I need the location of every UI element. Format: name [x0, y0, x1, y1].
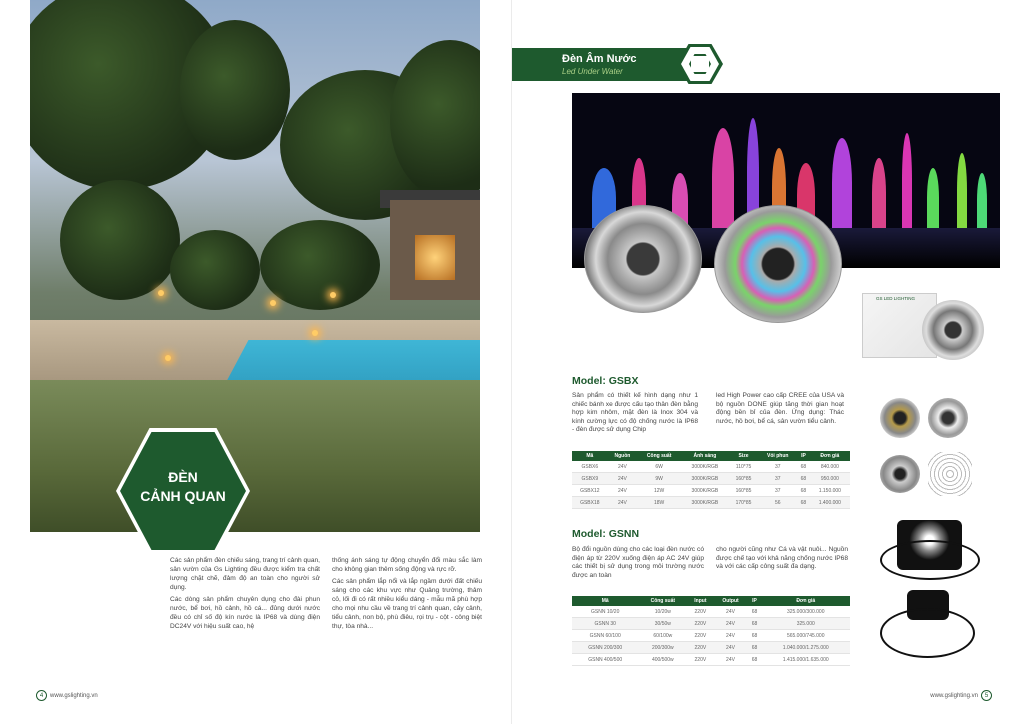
table-row [572, 630, 850, 642]
table-cell: 840.000 [810, 461, 850, 473]
table-header-cell: Đơn giá [761, 596, 850, 606]
product-light-box [922, 300, 984, 360]
table-cell: 12W [637, 485, 681, 497]
table-header-cell: Vỏi phun [758, 451, 797, 461]
table-cell: GSBX18 [572, 497, 608, 509]
table-cell: 565.000/745.000 [761, 630, 850, 642]
table-cell: 68 [797, 473, 810, 485]
table-cell: 68 [748, 642, 762, 654]
table-cell: 10/20w [638, 606, 687, 618]
table-cell: 325.000 [761, 618, 850, 630]
footer-right [930, 690, 992, 701]
table-cell: 37 [758, 473, 797, 485]
table-cell: 18W [637, 497, 681, 509]
table-cell: 1.415.000/1.635.000 [761, 654, 850, 666]
table-header-cell: IP [797, 451, 810, 461]
table-cell: 1.150.000 [810, 485, 850, 497]
table-cell: 170*85 [729, 497, 759, 509]
paragraph: Các dòng sản phẩm chuyên dụng cho đài phun nước, bể bơi, hồ cảnh, hồ cá... đủng dưới nước đều có chỉ số độ kín nước là IP68 và dùng điện DC24V với hiệu suất cao, hệ [170, 596, 320, 630]
table-cell: 24V [608, 497, 638, 509]
table-cell: GSBX12 [572, 485, 608, 497]
table-header-cell: Mã [572, 596, 638, 606]
table-cell: 56 [758, 497, 797, 509]
gsbx-spec-table [572, 451, 850, 509]
table-header-cell: Input [687, 596, 713, 606]
model-gsbx-title: Model: GSBX [572, 375, 639, 387]
landscape-photo [30, 0, 480, 532]
table-cell: GSBX9 [572, 473, 608, 485]
table-cell: 68 [748, 630, 762, 642]
website-link[interactable]: www.gslighting.vn [930, 692, 978, 699]
thumb-gsbx-drawing [928, 452, 972, 496]
page-number: 4 [36, 690, 47, 701]
table-cell: 37 [758, 485, 797, 497]
gsnn-desc-right: cho người cũng như Cá và vật nuôi... Nguồn được chế tạo với khả năng chống nước IP68 và với các cấp công suất đa dạng. [716, 546, 848, 571]
table-header-cell: Nguồn [608, 451, 638, 461]
table-cell: 37 [758, 461, 797, 473]
badge-line2: CẢNH QUAN [140, 488, 226, 504]
right-page [512, 0, 1024, 724]
table-cell: 160*85 [729, 473, 759, 485]
table-cell: 30/50w [638, 618, 687, 630]
table-row [572, 642, 850, 654]
table-cell: 24V [714, 618, 748, 630]
table-cell: GSBX6 [572, 461, 608, 473]
product-light-white [584, 205, 702, 313]
table-row [572, 485, 850, 497]
paragraph: Các sản phẩm đèn chiếu sáng, trang trí cảnh quan, sân vườn của Gs Lighting đều được kiểm tra chất lượng chặt chẽ, đảm độ an toàn cho người sử dụng. [170, 557, 320, 591]
product-light-rgb [714, 205, 842, 323]
table-header-cell: Công suất [637, 451, 681, 461]
paragraph: Các sản phẩm lắp nổi và lắp ngầm dưới đất chiếu sáng cho các khu vực như Quảng trường, thảm cỏ, lối đi có rất nhiều kiểu dáng - mẫu mã phù hợp cho mọi nhu cầu về trang trí cảnh quan, cây cảnh, tiểu cảnh, non bộ, phù điêu, rọi trụ - cột - công biệt thự, tòa nhà... [332, 578, 482, 630]
table-header-cell: Size [729, 451, 759, 461]
table-cell: 24V [714, 630, 748, 642]
website-link[interactable]: www.gslighting.vn [50, 692, 98, 699]
table-cell: 3000K/RGB [681, 461, 729, 473]
table-cell: 3000K/RGB [681, 473, 729, 485]
table-cell: 68 [748, 654, 762, 666]
table-header-cell: Mã [572, 451, 608, 461]
table-header-cell: Đơn giá [810, 451, 850, 461]
table-cell: 220V [687, 606, 713, 618]
intro-col-2 [332, 556, 482, 634]
table-cell: 950.000 [810, 473, 850, 485]
table-header-cell: Output [714, 596, 748, 606]
table-cell: 24V [608, 473, 638, 485]
table-cell: 68 [797, 497, 810, 509]
table-cell: 68 [797, 485, 810, 497]
table-cell: 24V [608, 485, 638, 497]
table-cell: 68 [748, 606, 762, 618]
table-row [572, 654, 850, 666]
table-cell: 1.040.000/1.275.000 [761, 642, 850, 654]
table-cell: 3000K/RGB [681, 497, 729, 509]
table-cell: 220V [687, 642, 713, 654]
table-row [572, 497, 850, 509]
footer-left [36, 690, 98, 701]
table-row [572, 618, 850, 630]
gsbx-desc-right: led High Power cao cấp CREE của USA và bộ nguồn DONE giúp tăng thời gian hoạt động bền bỉ của đèn. Ứng dụng: Thác nước, hồ bơi, bể cá, sân vườn tiểu cảnh. [716, 392, 844, 425]
table-cell: 6W [637, 461, 681, 473]
table-cell: 220V [687, 654, 713, 666]
table-cell: 9W [637, 473, 681, 485]
thumb-gsbx-side [880, 455, 920, 493]
model-gsnn-title: Model: GSNN [572, 528, 640, 540]
table-header-cell: Ánh sáng [681, 451, 729, 461]
table-row [572, 473, 850, 485]
table-cell: 24V [714, 642, 748, 654]
table-cell: GSNN 10/20 [572, 606, 638, 618]
table-cell: 24V [714, 606, 748, 618]
table-cell: 400/500w [638, 654, 687, 666]
box-label: GS LED LIGHTING [876, 296, 916, 301]
table-cell: 220V [687, 618, 713, 630]
table-cell: GSNN 30 [572, 618, 638, 630]
badge-line1: ĐÈN [168, 469, 198, 485]
gsnn-spec-table [572, 596, 850, 666]
table-cell: 220V [687, 630, 713, 642]
table-cell: 1.400.000 [810, 497, 850, 509]
table-cell: GSNN 200/300 [572, 642, 638, 654]
table-cell: 24V [608, 461, 638, 473]
table-cell: 325.000/300.000 [761, 606, 850, 618]
table-row [572, 606, 850, 618]
table-cell: 3000K/RGB [681, 485, 729, 497]
section-title: Đèn Âm Nước [562, 53, 637, 65]
thumb-gsbx-top [928, 398, 968, 438]
table-header-cell: Công suất [638, 596, 687, 606]
table-header-cell: IP [748, 596, 762, 606]
paragraph: thống ánh sáng tự động chuyển đổi màu sắc làm cho không gian thêm sống động và rực rỡ. [332, 557, 482, 573]
table-cell: 68 [748, 618, 762, 630]
page-number: 5 [981, 690, 992, 701]
table-row [572, 461, 850, 473]
table-cell: 160*85 [729, 485, 759, 497]
table-cell: 110*75 [729, 461, 759, 473]
intro-col-1 [170, 556, 320, 634]
table-cell: 24V [714, 654, 748, 666]
gsnn-desc-left: Bộ đổi nguồn dùng cho các loại đèn nước có điện áp từ 220V xuống điện áp AC 24V giúp các thiết bị sử dụng trong môi trường nước được an toàn [572, 546, 704, 579]
table-cell: GSNN 400/500 [572, 654, 638, 666]
table-cell: GSNN 60/100 [572, 630, 638, 642]
gsbx-desc-left: Sản phẩm có thiết kế hình dạng như 1 chiếc bánh xe được cấu tạo thân đèn bằng hợp kim nhôm, mặt đèn là Inox 304 và kính cường lực có độ chống nước là IP68 - đèn được sử dụng Chip [572, 392, 698, 434]
table-cell: 200/300w [638, 642, 687, 654]
section-subtitle: Led Under Water [562, 67, 623, 76]
table-cell: 68 [797, 461, 810, 473]
thumb-gsbx-front [880, 398, 920, 438]
table-cell: 60/100w [638, 630, 687, 642]
